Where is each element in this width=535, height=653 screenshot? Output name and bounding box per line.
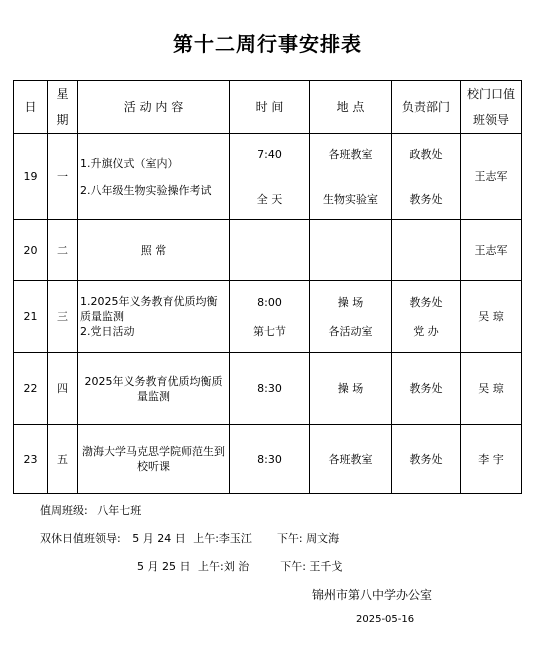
activity-item: 2.党日活动 <box>80 325 135 338</box>
header-weekday-text: 星 期 <box>56 87 69 127</box>
cell-weekday: 四 <box>48 353 78 425</box>
place-item: 各活动室 <box>328 324 373 338</box>
time-item: 全 天 <box>256 192 283 206</box>
table-row <box>14 281 522 353</box>
duty-class-value: 八年七班 <box>97 504 142 517</box>
cell-leader: 吴 琼 <box>461 353 522 425</box>
cell-time: 8:30 <box>230 353 310 425</box>
cell-dept <box>392 220 461 281</box>
cell-place: 各班教室 <box>310 425 392 494</box>
weekend-pm: 下午: 王千戈 <box>280 560 343 573</box>
cell-place <box>310 134 392 220</box>
cell-leader: 王志军 <box>461 220 522 281</box>
table-row <box>14 134 522 220</box>
cell-activity: 2025年义务教育优质均衡质量监测 <box>78 353 230 425</box>
cell-time <box>230 281 310 353</box>
issue-date: 2025-05-16 <box>356 614 415 625</box>
header-day: 日 <box>14 81 48 134</box>
cell-weekday: 三 <box>48 281 78 353</box>
schedule-table <box>13 80 522 494</box>
table-row <box>14 425 522 494</box>
page-title: 第十二周行事安排表 <box>173 32 362 56</box>
header-time: 时 间 <box>230 81 310 134</box>
cell-dept <box>392 281 461 353</box>
weekend-am: 上午:刘 治 <box>198 560 250 573</box>
time-item: 第七节 <box>253 324 286 338</box>
cell-weekday: 一 <box>48 134 78 220</box>
cell-activity: 照 常 <box>78 220 230 281</box>
cell-time: 8:30 <box>230 425 310 494</box>
weekend-duty-line-2 <box>137 558 342 574</box>
cell-activity: 渤海大学马克思学院师范生到校听课 <box>78 425 230 494</box>
place-item: 操 场 <box>337 295 364 309</box>
cell-activity <box>78 281 230 353</box>
cell-day: 23 <box>14 425 48 494</box>
cell-activity <box>78 134 230 220</box>
activity-item: 1.2025年义务教育优质均衡质量监测 <box>80 295 218 323</box>
cell-weekday: 二 <box>48 220 78 281</box>
dept-item: 教务处 <box>409 192 443 206</box>
activity-item: 2.八年级生物实验操作考试 <box>80 183 212 197</box>
cell-leader: 李 宇 <box>461 425 522 494</box>
dept-item: 教务处 <box>409 295 443 309</box>
cell-time <box>230 134 310 220</box>
activity-item: 1.升旗仪式（室内） <box>80 156 179 170</box>
header-row <box>14 81 522 134</box>
cell-day: 21 <box>14 281 48 353</box>
cell-day: 19 <box>14 134 48 220</box>
header-dept: 负责部门 <box>392 81 461 134</box>
header-place: 地 点 <box>310 81 392 134</box>
cell-place: 操 场 <box>310 353 392 425</box>
header-weekday <box>48 81 78 134</box>
cell-place <box>310 220 392 281</box>
dept-item: 政教处 <box>409 147 443 161</box>
cell-time <box>230 220 310 281</box>
cell-weekday: 五 <box>48 425 78 494</box>
cell-day: 20 <box>14 220 48 281</box>
header-leader: 校门口值班领导 <box>461 81 522 134</box>
weekend-pm: 下午: 周文海 <box>276 532 340 545</box>
weekend-am: 上午:李玉江 <box>193 532 252 545</box>
cell-place <box>310 281 392 353</box>
place-item: 生物实验室 <box>323 192 378 206</box>
weekend-duty-label: 双休日值班领导: <box>40 532 121 545</box>
duty-class-line <box>40 502 141 518</box>
cell-day: 22 <box>14 353 48 425</box>
duty-class-label: 值周班级: <box>40 504 88 517</box>
cell-dept: 教务处 <box>392 353 461 425</box>
weekend-date: 5 月 25 日 <box>137 560 191 573</box>
cell-leader: 王志军 <box>461 134 522 220</box>
weekend-date: 5 月 24 日 <box>132 532 186 545</box>
weekend-duty-line-1 <box>40 530 339 546</box>
place-item: 各班教室 <box>328 147 373 161</box>
issuing-office: 锦州市第八中学办公室 <box>312 588 433 602</box>
cell-leader: 吴 琼 <box>461 281 522 353</box>
table-row <box>14 220 522 281</box>
table-row <box>14 353 522 425</box>
dept-item: 党 办 <box>413 324 439 338</box>
cell-dept: 教务处 <box>392 425 461 494</box>
time-item: 8:00 <box>257 295 282 309</box>
header-activity: 活 动 内 容 <box>78 81 230 134</box>
cell-dept <box>392 134 461 220</box>
time-item: 7:40 <box>257 147 282 161</box>
